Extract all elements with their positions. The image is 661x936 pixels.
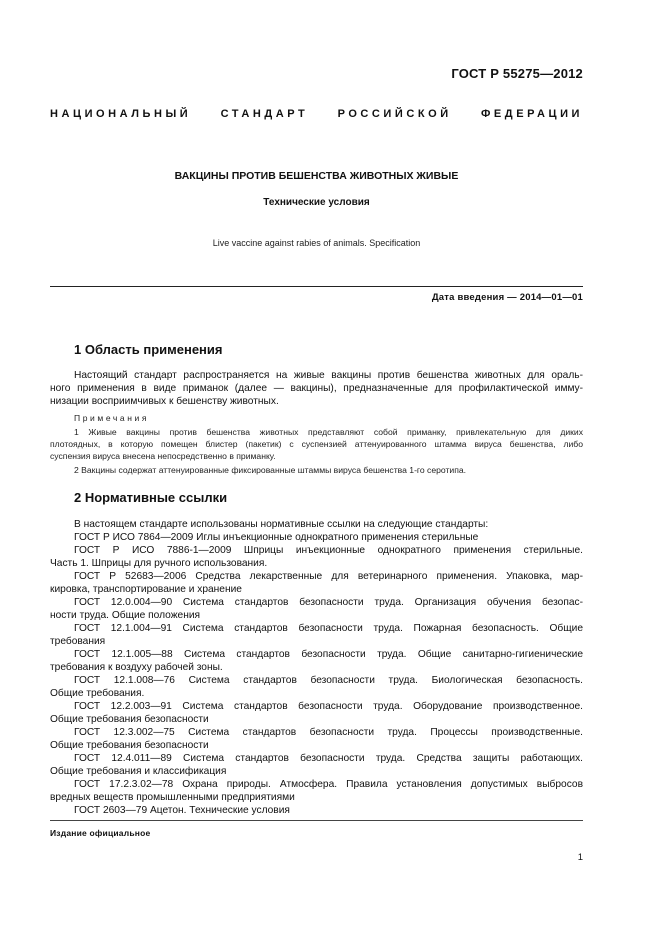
section-2-line: ГОСТ 12.1.005—88 Система стандартов безопасности труда. Общие санитарно-гигиенические: [74, 649, 583, 660]
note-line: суспензия вируса внесена непосредственно в приманку.: [50, 451, 276, 461]
section-1-line: низации восприимчивых к бешенству животных.: [50, 396, 279, 407]
section-2-line: ГОСТ 12.1.008—76 Система стандартов безопасности труда. Биологическая безопасность.: [74, 675, 583, 686]
section-2-heading: 2 Нормативные ссылки: [74, 490, 228, 505]
standard-number: ГОСТ Р 55275—2012: [451, 66, 583, 81]
section-2-line: ГОСТ 12.2.003—91 Система стандартов безопасности труда. Оборудование производственное.: [74, 701, 583, 712]
section-2-line: ГОСТ Р 52683—2006 Средства лекарственные для ветеринарного применения. Упаковка, мар-: [74, 571, 583, 582]
page-number: 1: [577, 852, 583, 863]
section-1-line: Настоящий стандарт распространяется на живые вакцины против бешенства животных для ораль-: [74, 370, 583, 381]
section-2-line: ГОСТ 2603—79 Ацетон. Технические условия: [74, 805, 290, 816]
title-divider: [50, 286, 583, 287]
section-2-line: Общие требования и классификация: [50, 766, 227, 777]
document-subtitle: Технические условия: [263, 197, 370, 208]
section-2-line: Общие требования безопасности: [50, 714, 209, 725]
section-2-line: требования к воздуху рабочей зоны.: [50, 662, 223, 673]
official-edition-label: Издание официальное: [50, 828, 151, 838]
section-2-line: ности труда. Общие положения: [50, 610, 201, 621]
section-2-line: В настоящем стандарте использованы нормативные ссылки на следующие стандарты:: [74, 519, 489, 530]
section-2-line: ГОСТ 12.0.004—90 Система стандартов безопасности труда. Организация обучения безопас-: [74, 597, 583, 608]
document-title: ВАКЦИНЫ ПРОТИВ БЕШЕНСТВА ЖИВОТНЫХ ЖИВЫЕ: [174, 170, 459, 182]
note-line: 1 Живые вакцины против бешенства животных представляют собой приманку, привлекательную для диких: [74, 427, 583, 437]
section-1-line: ного применения в виде приманок (далее — вакцины), предназначенные для профилактической иммy-: [50, 383, 583, 394]
section-2-line: требования: [50, 636, 106, 647]
section-2-line: вредных веществ промышленными предприятиями: [50, 792, 295, 803]
section-2-line: ГОСТ 12.4.011—89 Система стандартов безопасности труда. Средства защиты работающих.: [74, 753, 583, 764]
english-title: Live vaccine against rabies of animals. Specification: [212, 238, 421, 248]
section-2-line: ГОСТ 12.1.004—91 Система стандартов безопасности труда. Пожарная безопасность. Общие: [74, 623, 583, 634]
section-2-line: кировка, транспортирование и хранение: [50, 584, 242, 595]
footer-divider: [50, 820, 583, 821]
section-2-line: Часть 1. Шприцы для ручного использования.: [50, 558, 268, 569]
note-line: 2 Вакцины содержат аттенуированные фиксированные штаммы вируса бешенства 1-го серотипа.: [74, 465, 467, 475]
introduction-date: Дата введения — 2014—01—01: [431, 292, 583, 303]
section-2-line: Общие требования.: [50, 688, 145, 699]
notes-heading: Примечания: [74, 413, 150, 423]
section-2-line: Общие требования безопасности: [50, 740, 209, 751]
section-2-line: ГОСТ Р ИСО 7864—2009 Иглы инъекционные однократного применения стерильные: [74, 532, 479, 543]
section-2-line: ГОСТ 12.3.002—75 Система стандартов безопасности труда. Процессы производственные.: [74, 727, 583, 738]
section-2-line: ГОСТ 17.2.3.02—78 Охрана природы. Атмосфера. Правила установления допустимых выбросов: [74, 779, 583, 790]
section-1-heading: 1 Область применения: [74, 342, 223, 357]
national-standard-banner: НАЦИОНАЛЬНЫЙ СТАНДАРТ РОССИЙСКОЙ ФЕДЕРАЦИИ: [50, 108, 583, 120]
note-line: плотоядных, в которую помещен блистер (пакетик) с суспензией аттенуированного штамма вируса бешенства, либо: [50, 439, 583, 449]
section-2-line: ГОСТ Р ИСО 7886-1—2009 Шприцы инъекционные однократного применения стерильные.: [74, 545, 583, 556]
